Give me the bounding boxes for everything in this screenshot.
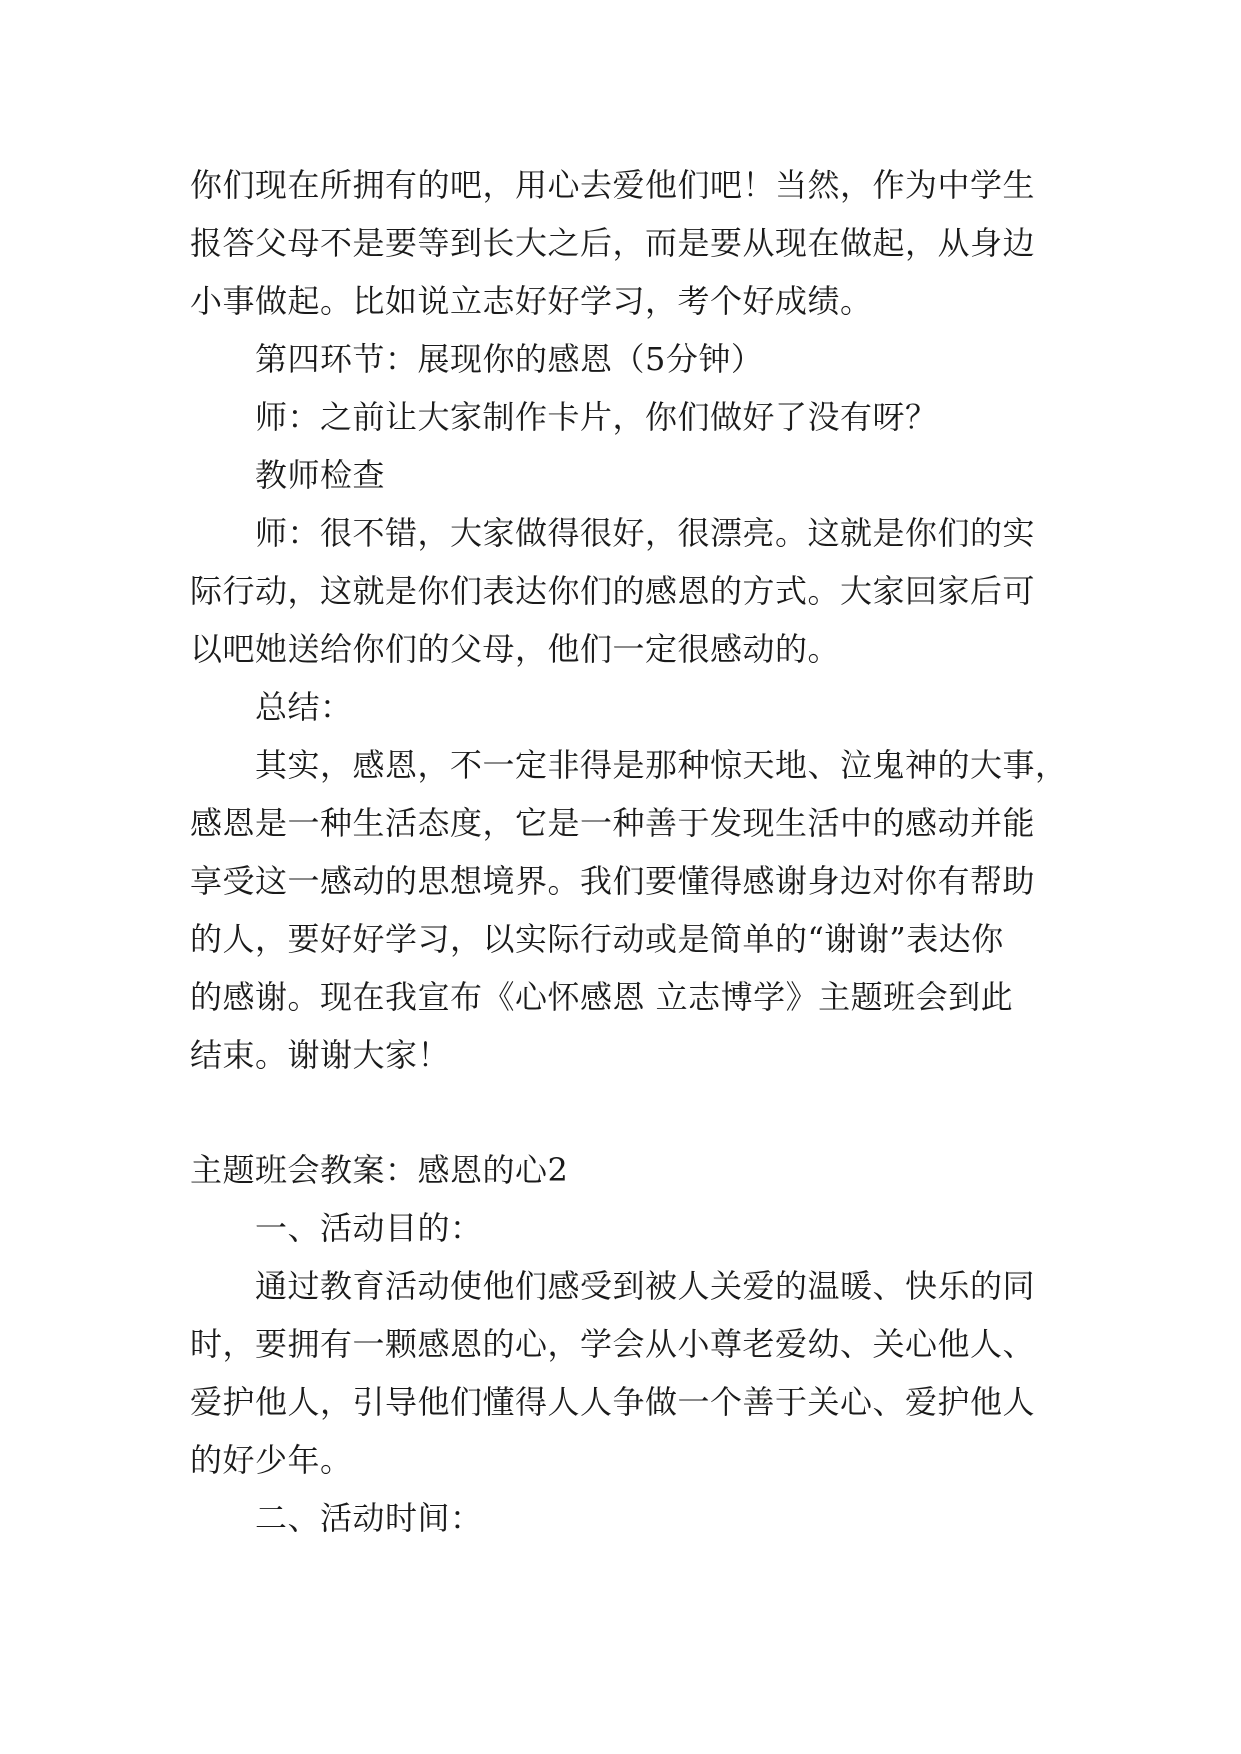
section-heading: 总结： xyxy=(255,688,353,726)
document-title: 主题班会教案：感恩的心2 xyxy=(190,1151,569,1189)
paragraph-line: 以吧她送给你们的父母，他们一定很感动的。 xyxy=(190,630,841,668)
paragraph-line: 的感谢。现在我宣布《心怀感恩 立志博学》主题班会到此 xyxy=(190,978,1014,1016)
paragraph-line: 小事做起。比如说立志好好学习，考个好成绩。 xyxy=(190,282,873,320)
paragraph-line: 报答父母不是要等到长大之后，而是要从现在做起，从身边 xyxy=(190,224,1036,262)
paragraph-line: 结束。谢谢大家！ xyxy=(190,1036,451,1074)
paragraph-line: 际行动，这就是你们表达你们的感恩的方式。大家回家后可 xyxy=(190,572,1036,610)
paragraph-line: 通过教育活动使他们感受到被人关爱的温暖、快乐的同 xyxy=(255,1267,1036,1305)
paragraph-line: 你们现在所拥有的吧，用心去爱他们吧！当然，作为中学生 xyxy=(190,166,1036,204)
paragraph-line: 的好少年。 xyxy=(190,1441,353,1479)
paragraph-line: 爱护他人，引导他们懂得人人争做一个善于关心、爱护他人 xyxy=(190,1383,1036,1421)
paragraph-line: 教师检查 xyxy=(255,456,386,494)
paragraph-line: 感恩是一种生活态度，它是一种善于发现生活中的感动并能 xyxy=(190,804,1036,842)
paragraph-line: 的人，要好好学习，以实际行动或是简单的“谢谢”表达你 xyxy=(190,920,1004,958)
section-heading: 第四环节：展现你的感恩（5分钟） xyxy=(255,340,764,378)
paragraph-line: 师：很不错，大家做得很好，很漂亮。这就是你们的实 xyxy=(255,514,1036,552)
section-heading: 一、活动目的： xyxy=(255,1209,483,1247)
paragraph-line: 师：之前让大家制作卡片，你们做好了没有呀？ xyxy=(255,398,938,436)
section-heading: 二、活动时间： xyxy=(255,1499,483,1537)
paragraph-line: 时，要拥有一颗感恩的心，学会从小尊老爱幼、关心他人、 xyxy=(190,1325,1036,1363)
paragraph-line: 其实，感恩，不一定非得是那种惊天地、泣鬼神的大事， xyxy=(255,746,1068,784)
paragraph-line: 享受这一感动的思想境界。我们要懂得感谢身边对你有帮助 xyxy=(190,862,1036,900)
